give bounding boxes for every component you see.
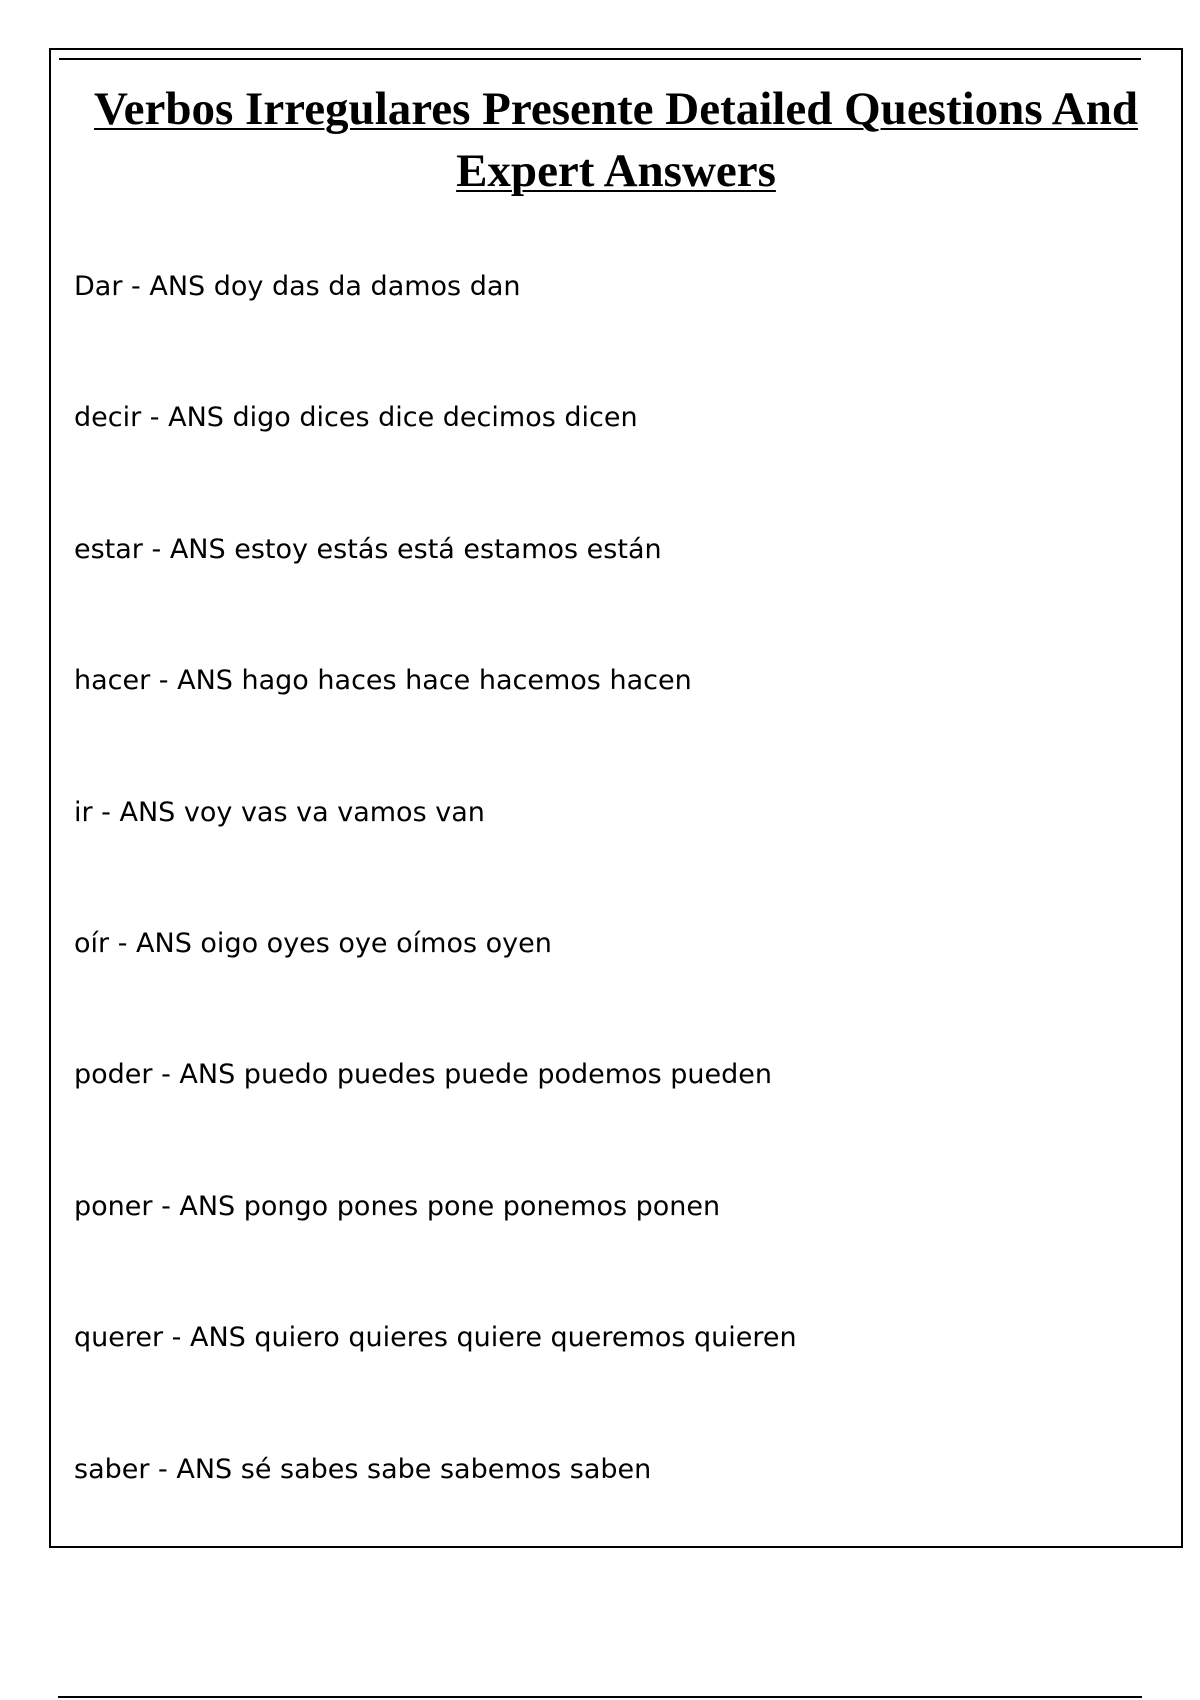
qa-item-ir: ir - ANS voy vas va vamos van	[74, 796, 485, 828]
document-frame	[49, 48, 1183, 1548]
qa-item-hacer: hacer - ANS hago haces hace hacemos hacen	[74, 665, 692, 697]
qa-item-estar: estar - ANS estoy estás está estamos están	[74, 533, 662, 565]
qa-item-saber: saber - ANS sé sabes sabe sabemos saben	[74, 1453, 652, 1485]
qa-item-querer: querer - ANS quiero quieres quiere queremos quieren	[74, 1322, 797, 1354]
qa-item-decir: decir - ANS digo dices dice decimos dicen	[74, 402, 638, 434]
top-rule	[59, 58, 1141, 60]
qa-item-oir: oír - ANS oigo oyes oye oímos oyen	[74, 927, 552, 959]
document-title: Verbos Irregulares Presente Detailed Questions And Expert Answers	[94, 83, 1138, 197]
qa-list	[74, 267, 797, 1581]
qa-item-poder: poder - ANS puedo puedes puede podemos pueden	[74, 1059, 772, 1091]
bottom-rule	[58, 1696, 1142, 1698]
qa-item-poner: poner - ANS pongo pones pone ponemos ponen	[74, 1190, 721, 1222]
qa-item-dar: Dar - ANS doy das da damos dan	[74, 271, 521, 302]
